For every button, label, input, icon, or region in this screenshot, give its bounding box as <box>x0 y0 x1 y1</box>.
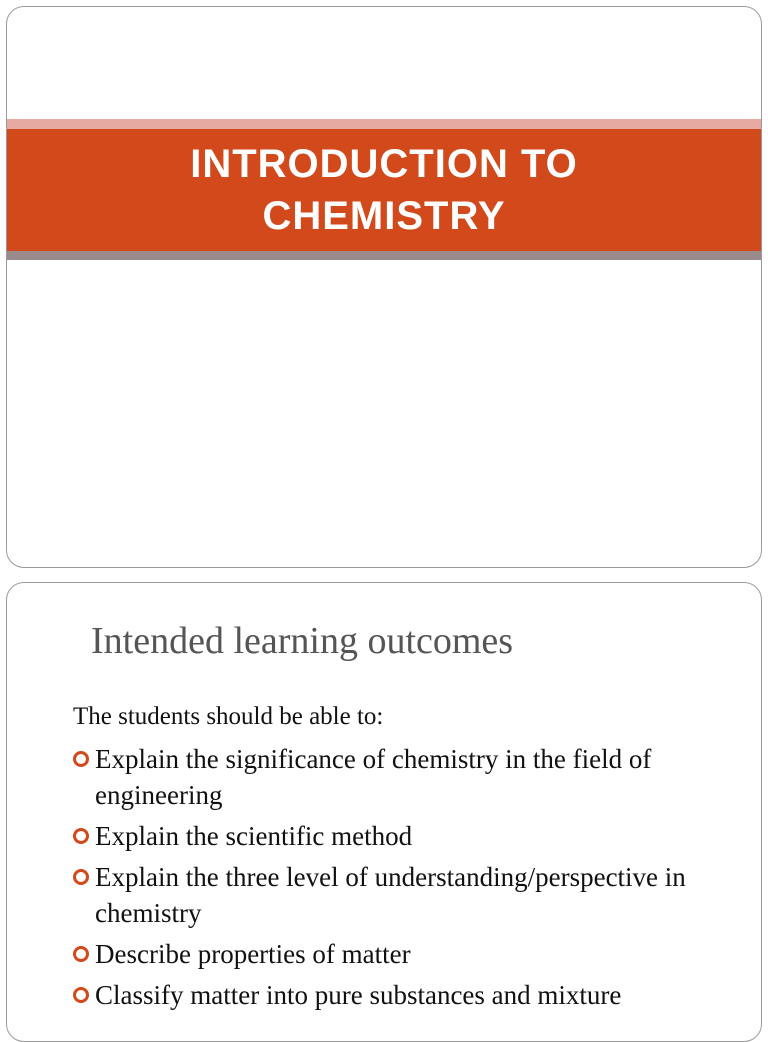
slide-title-line-2: CHEMISTRY <box>262 194 506 238</box>
list-item <box>73 818 713 854</box>
hollow-circle-icon <box>73 869 89 885</box>
list-item-text: Explain the significance of chemistry in the field of engineering <box>95 744 652 810</box>
list-item-text: Explain the three level of understanding/perspective in chemistry <box>95 862 686 928</box>
list-item <box>73 741 713 813</box>
slide-title-line-1: INTRODUCTION TO <box>190 142 578 186</box>
hollow-circle-icon <box>73 946 89 962</box>
outcomes-list <box>73 741 713 1018</box>
title-band-top-stripe <box>7 119 761 129</box>
slide-title <box>190 138 578 242</box>
title-slide <box>6 6 762 568</box>
hollow-circle-icon <box>73 751 89 767</box>
outcomes-intro: The students should be able to: <box>73 703 384 730</box>
list-item <box>73 936 713 972</box>
list-item-text: Describe properties of matter <box>95 939 411 969</box>
outcomes-slide <box>6 582 762 1042</box>
list-item-text: Explain the scientific method <box>95 821 413 851</box>
list-item <box>73 977 713 1013</box>
hollow-circle-icon <box>73 987 89 1003</box>
hollow-circle-icon <box>73 828 89 844</box>
outcomes-heading: Intended learning outcomes <box>91 620 514 662</box>
title-band-bottom-stripe <box>7 251 761 260</box>
title-band <box>7 129 761 251</box>
list-item-text: Classify matter into pure substances and mixture <box>95 980 622 1010</box>
list-item <box>73 859 713 931</box>
